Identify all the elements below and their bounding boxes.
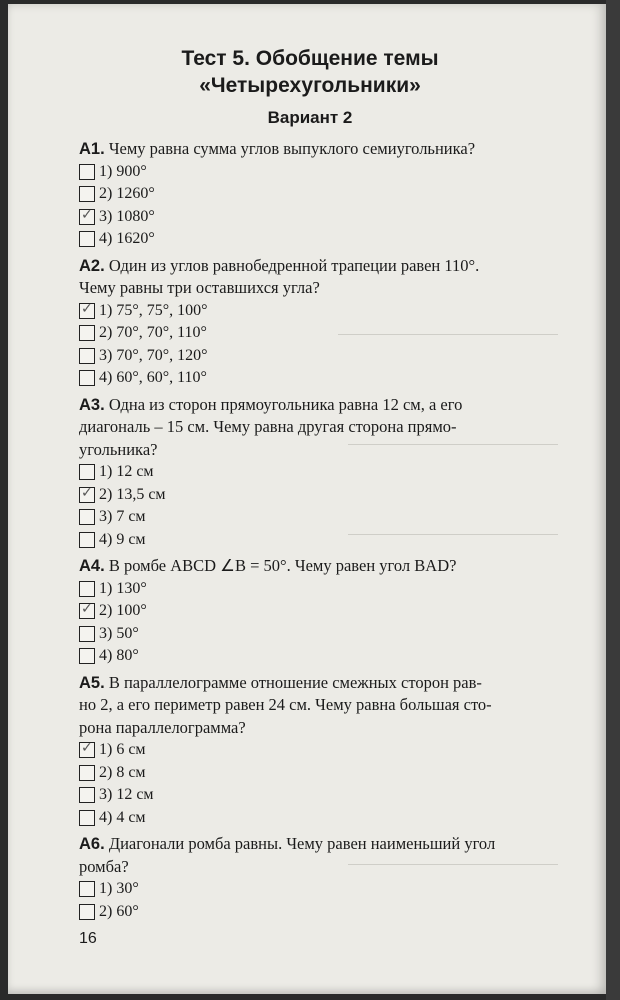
answer-option[interactable] [79, 484, 559, 507]
variant-heading: Вариант 2 [267, 108, 353, 127]
answer-option[interactable] [79, 762, 559, 785]
answer-label: 1) 75°, 75°, 100° [99, 301, 208, 319]
question-number: А3. [79, 395, 105, 414]
answer-checkbox[interactable] [79, 164, 95, 180]
question-line: Диагонали ромба равны. Чему равен наименьший угол [108, 834, 496, 853]
question-line: ромба? [79, 856, 129, 876]
question-block [79, 255, 559, 390]
answer-checkbox[interactable] [79, 648, 95, 664]
answer-option[interactable] [79, 183, 559, 206]
spacer [79, 923, 559, 927]
answer-label: 2) 8 см [99, 763, 146, 781]
question-block [79, 833, 559, 923]
answer-checkbox[interactable] [79, 810, 95, 826]
answer-option[interactable] [79, 506, 559, 529]
answer-option[interactable] [79, 300, 559, 323]
answer-checkbox[interactable] [79, 206, 95, 225]
answer-checkbox[interactable] [79, 787, 95, 803]
answer-option[interactable] [79, 161, 559, 184]
question-line: Одна из сторон прямоугольника равна 12 см, а его [108, 394, 463, 414]
question-text [79, 255, 559, 278]
answer-option[interactable] [79, 878, 559, 901]
answer-label: 1) 130° [99, 579, 147, 597]
check-mark-icon: ✓ [81, 300, 93, 317]
question-block [79, 138, 559, 251]
question-text [79, 439, 559, 462]
answer-checkbox[interactable] [79, 231, 95, 247]
answer-label: 4) 9 см [99, 530, 146, 548]
answer-option[interactable] [79, 228, 559, 251]
answer-option[interactable] [79, 206, 559, 229]
question-text [79, 277, 559, 300]
answer-checkbox[interactable] [79, 532, 95, 548]
question-line: Один из углов равнобедренной трапеции равен 110°. [108, 255, 480, 275]
page-title: Тест 5. Обобщение темы [181, 47, 439, 70]
answer-label: 4) 1620° [99, 230, 155, 247]
answer-label: 3) 50° [99, 624, 139, 642]
question-line: диагональ – 15 см. Чему равна другая сторона прямо- [79, 417, 457, 436]
question-block [79, 555, 559, 668]
check-mark-icon: ✓ [81, 740, 93, 757]
question-text [79, 555, 559, 578]
check-mark-icon: ✓ [81, 484, 93, 501]
question-line: В ромбе ABCD ∠B = 50°. Чему равен угол BAD? [108, 556, 457, 575]
question-line: угольника? [79, 439, 158, 459]
answer-checkbox[interactable] [79, 742, 95, 758]
answer-option[interactable] [79, 578, 559, 601]
answer-checkbox[interactable] [79, 300, 95, 319]
question-text [79, 416, 559, 439]
question-block [79, 394, 559, 552]
answer-label: 1) 12 см [99, 463, 154, 480]
answer-label: 2) 60° [99, 902, 139, 920]
question-number: А1. [79, 140, 105, 158]
answer-checkbox[interactable] [79, 509, 95, 525]
answer-checkbox[interactable] [79, 484, 95, 503]
answer-label: 1) 30° [99, 880, 139, 897]
question-text [79, 394, 559, 417]
answer-option[interactable] [79, 345, 559, 368]
answer-checkbox[interactable] [79, 881, 95, 897]
answer-label: 3) 70°, 70°, 120° [99, 346, 208, 364]
question-line: но 2, а его периметр равен 24 см. Чему равна большая сто- [79, 695, 492, 714]
answer-label: 2) 100° [99, 602, 147, 619]
answer-label: 2) 70°, 70°, 110° [99, 324, 207, 341]
answer-label: 3) 7 см [99, 508, 146, 525]
question-line: рона параллелограмма? [79, 717, 246, 737]
answer-label: 4) 4 см [99, 808, 146, 826]
answer-label: 2) 13,5 см [99, 485, 166, 503]
answer-checkbox[interactable] [79, 581, 95, 597]
answer-option[interactable] [79, 739, 559, 762]
page-number: 16 [79, 930, 97, 947]
question-line: Чему равна сумма углов выпуклого семиугольника? [108, 139, 476, 158]
answer-checkbox[interactable] [79, 464, 95, 480]
answer-option[interactable] [79, 322, 559, 345]
question-text [79, 138, 559, 161]
answer-option[interactable] [79, 901, 559, 924]
question-number: А5. [79, 673, 105, 692]
check-mark-icon: ✓ [81, 206, 93, 223]
answer-option[interactable] [79, 645, 559, 668]
question-text [79, 833, 559, 856]
answer-option[interactable] [79, 529, 559, 552]
answer-option[interactable] [79, 623, 559, 646]
question-line: Чему равны три оставшихся угла? [79, 278, 320, 297]
answer-checkbox[interactable] [79, 626, 95, 642]
answer-checkbox[interactable] [79, 765, 95, 781]
answer-label: 3) 1080° [99, 207, 155, 225]
question-number: А6. [79, 835, 105, 853]
questions-list [79, 138, 559, 927]
answer-checkbox[interactable] [79, 186, 95, 202]
page-subtitle: «Четырехугольники» [199, 74, 421, 97]
answer-label: 4) 80° [99, 647, 139, 664]
answer-label: 2) 1260° [99, 185, 155, 202]
question-text [79, 694, 559, 717]
answer-checkbox[interactable] [79, 603, 95, 619]
answer-option[interactable] [79, 600, 559, 623]
answer-label: 4) 60°, 60°, 110° [99, 369, 207, 386]
answer-option[interactable] [79, 367, 559, 390]
question-text [79, 672, 559, 695]
question-line: В параллелограмме отношение смежных сторон рав- [108, 672, 482, 692]
question-text [79, 717, 559, 740]
answer-label: 1) 900° [99, 162, 147, 180]
check-mark-icon: ✓ [81, 601, 93, 618]
answer-label: 1) 6 см [99, 741, 146, 758]
answer-option[interactable] [79, 807, 559, 830]
answer-checkbox[interactable] [79, 370, 95, 386]
question-number: А4. [79, 557, 105, 575]
answer-option[interactable] [79, 784, 559, 807]
question-block [79, 672, 559, 830]
question-text [79, 856, 559, 879]
question-number: А2. [79, 256, 105, 275]
answer-checkbox[interactable] [79, 325, 95, 341]
answer-checkbox[interactable] [79, 348, 95, 364]
answer-label: 3) 12 см [99, 786, 154, 803]
answer-option[interactable] [79, 461, 559, 484]
answer-checkbox[interactable] [79, 904, 95, 920]
book-edge [606, 0, 620, 1000]
